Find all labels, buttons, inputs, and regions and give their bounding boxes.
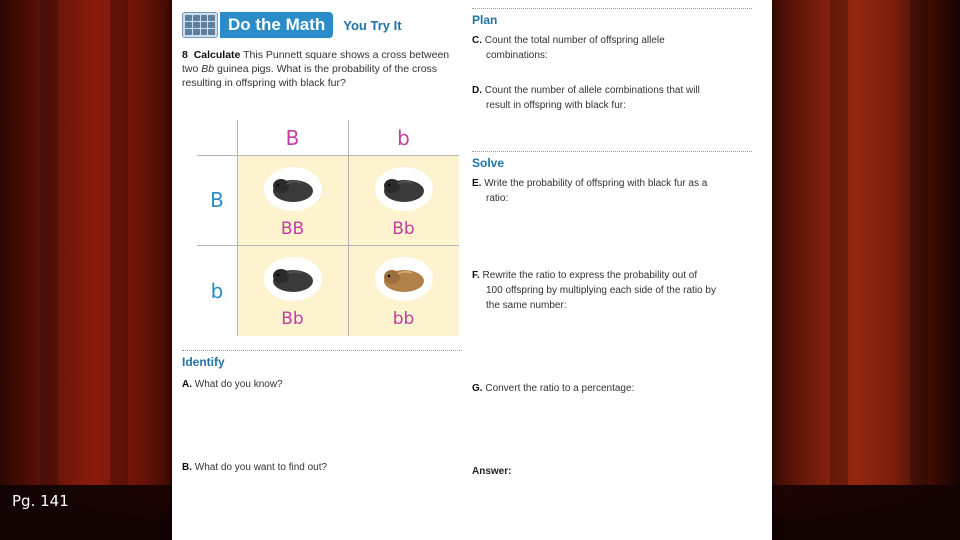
item-text-cont: 100 offspring by multiplying each side of the ratio by (486, 285, 716, 296)
section-subtitle: You Try It (343, 17, 402, 33)
item-letter: E. (472, 178, 482, 189)
item-text: Rewrite the ratio to express the probability out of (479, 270, 698, 281)
punnett-cell (237, 245, 348, 336)
worksheet-page (172, 0, 772, 540)
right-column (472, 8, 762, 477)
genotype-label: Bb (392, 219, 415, 239)
answer-label: Answer: (472, 466, 512, 477)
genotype-label: Bb (281, 309, 304, 329)
item-text-cont: the same number: (486, 300, 567, 311)
punnett-cell (237, 155, 348, 245)
question-number: 8 (182, 49, 188, 61)
divider (182, 350, 462, 351)
solve-title: Solve (472, 156, 505, 170)
item-letter: B. (182, 462, 192, 473)
curtain-right (770, 0, 960, 540)
question-g (472, 381, 762, 396)
question-c (472, 33, 762, 63)
top-allele-1: B (285, 125, 300, 150)
identify-title: Identify (182, 355, 225, 369)
curtain-fold (910, 0, 928, 540)
question-keyword: Calculate (193, 49, 241, 61)
grid-line (237, 120, 238, 336)
calculator-icon (182, 12, 218, 38)
question-e (472, 176, 762, 206)
punnett-cell (348, 245, 459, 336)
question-body: This Punnett square shows a cross between two (182, 49, 450, 75)
item-letter: D. (472, 85, 482, 96)
item-text: Convert the ratio to a percentage: (482, 383, 635, 394)
side-allele-2: b (210, 278, 224, 303)
curtain-fold (830, 0, 848, 540)
item-letter: A. (182, 379, 192, 390)
side-allele-1: B (210, 188, 224, 212)
punnett-square (197, 120, 459, 336)
curtain-left (0, 0, 175, 540)
worksheet-header (182, 10, 472, 40)
question-d (472, 83, 762, 113)
item-letter: C. (472, 35, 482, 46)
guinea-pig-image (375, 257, 433, 301)
question-italic: Bb (201, 63, 215, 75)
left-column (182, 10, 472, 473)
question-f (472, 268, 762, 313)
grid-line (348, 120, 349, 336)
guinea-pig-image (375, 167, 433, 211)
question-text (182, 48, 462, 90)
item-text: Write the probability of offspring with black fur as a (481, 178, 708, 189)
page-reference: Pg. 141 (12, 492, 69, 510)
question-body-end: guinea pigs. What is the probability of the cross resulting in offspring with black fur? (182, 63, 438, 89)
grid-line (197, 245, 459, 246)
top-allele-2: b (397, 125, 410, 150)
question-a (182, 377, 462, 392)
item-text: Count the number of allele combinations that will (482, 85, 700, 96)
identify-section (182, 350, 462, 475)
section-title: Do the Math (220, 12, 333, 38)
curtain-fold (40, 0, 58, 540)
item-text: Count the total number of offspring allele (482, 35, 665, 46)
punnett-cell (348, 155, 459, 245)
item-text-cont: combinations: (486, 50, 548, 61)
divider (472, 8, 752, 9)
curtain-fold (110, 0, 128, 540)
item-letter: F. (472, 270, 480, 281)
item-text: What do you know? (192, 379, 283, 390)
item-text: What do you want to find out? (192, 462, 328, 473)
grid-line (197, 155, 459, 156)
plan-title: Plan (472, 13, 498, 27)
item-text-cont: result in offspring with black fur: (486, 100, 626, 111)
question-b (182, 460, 462, 475)
item-text-cont: ratio: (486, 193, 509, 204)
guinea-pig-image (264, 257, 322, 301)
divider (472, 151, 752, 152)
item-letter: G. (472, 383, 483, 394)
genotype-label: BB (280, 219, 305, 239)
guinea-pig-image (264, 167, 322, 211)
genotype-label: bb (392, 309, 415, 329)
